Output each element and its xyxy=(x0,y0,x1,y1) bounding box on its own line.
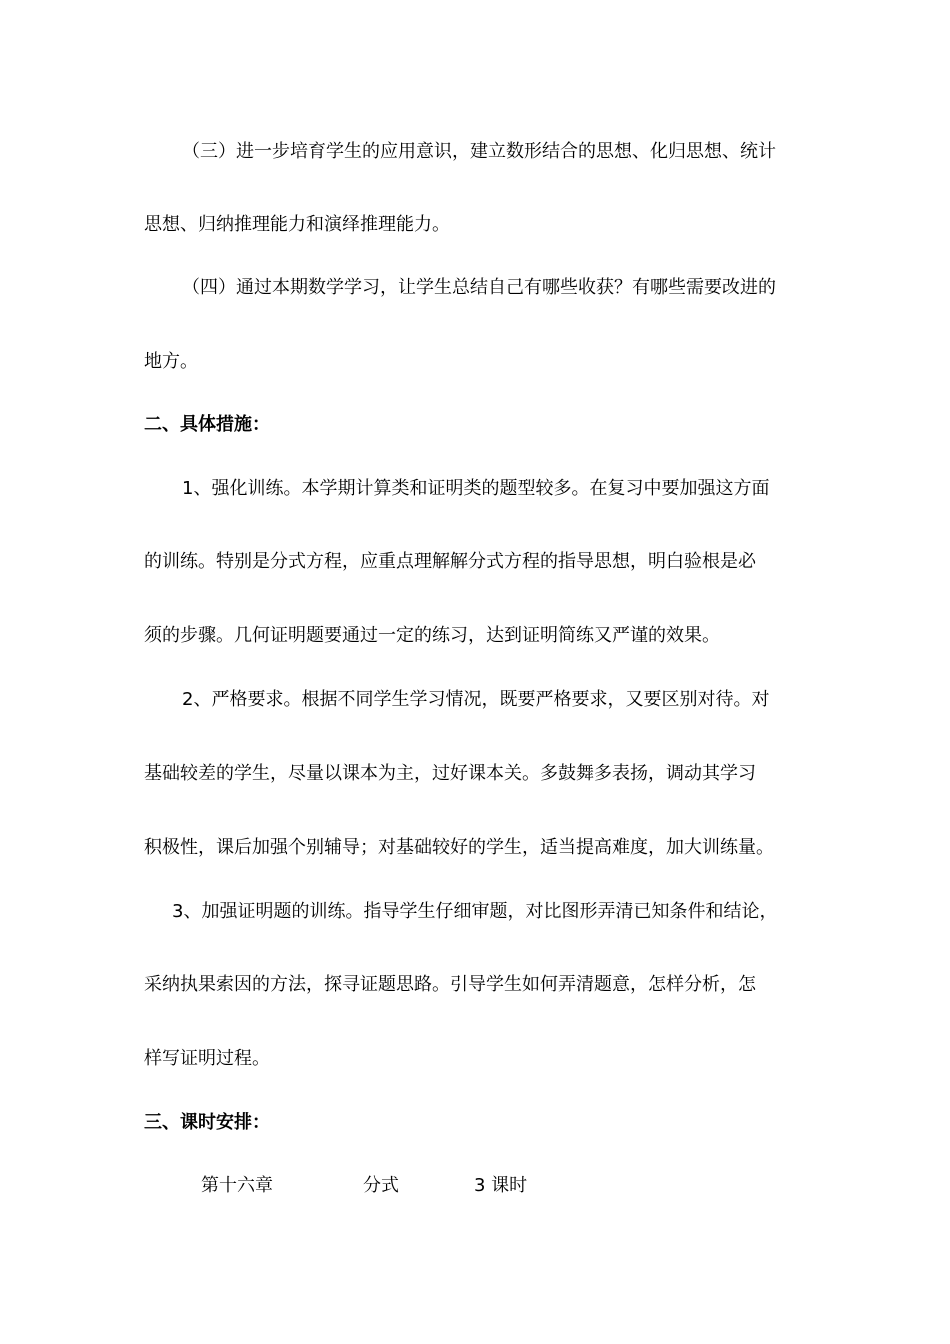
paragraph-three-line-1: （三）进一步培育学生的应用意识，建立数形结合的思想、化归思想、统计 xyxy=(182,141,776,162)
measure-one-line-3: 须的步骤。几何证明题要通过一定的练习，达到证明简练又严谨的效果。 xyxy=(144,625,720,646)
schedule-topic: 分式 xyxy=(363,1175,399,1196)
schedule-chapter: 第十六章 xyxy=(201,1175,273,1196)
schedule-hours: 3 课时 xyxy=(474,1175,528,1196)
measure-one-line-1: 1、强化训练。本学期计算类和证明类的题型较多。在复习中要加强这方面 xyxy=(182,478,770,499)
paragraph-four-line-1: （四）通过本期数学学习，让学生总结自己有哪些收获？有哪些需要改进的 xyxy=(182,277,776,298)
measure-two-line-1: 2、严格要求。根据不同学生学习情况，既要严格要求，又要区别对待。对 xyxy=(182,689,770,710)
paragraph-three-line-2: 思想、归纳推理能力和演绎推理能力。 xyxy=(144,214,450,235)
measure-one-line-2: 的训练。特别是分式方程，应重点理解解分式方程的指导思想，明白验根是必 xyxy=(144,551,756,572)
measure-three-line-1: 3、加强证明题的训练。指导学生仔细审题，对比图形弄清已知条件和结论， xyxy=(172,901,778,922)
measure-two-line-3: 积极性，课后加强个别辅导；对基础较好的学生，适当提高难度，加大训练量。 xyxy=(144,837,774,858)
measure-two-line-2: 基础较差的学生，尽量以课本为主，过好课本关。多鼓舞多表扬，调动其学习 xyxy=(144,763,756,784)
paragraph-four-line-2: 地方。 xyxy=(144,351,198,372)
section-two-heading: 二、具体措施： xyxy=(144,414,270,435)
section-three-heading: 三、课时安排： xyxy=(144,1112,270,1133)
measure-three-line-3: 样写证明过程。 xyxy=(144,1048,270,1069)
measure-three-line-2: 采纳执果索因的方法，探寻证题思路。引导学生如何弄清题意，怎样分析，怎 xyxy=(144,974,756,995)
